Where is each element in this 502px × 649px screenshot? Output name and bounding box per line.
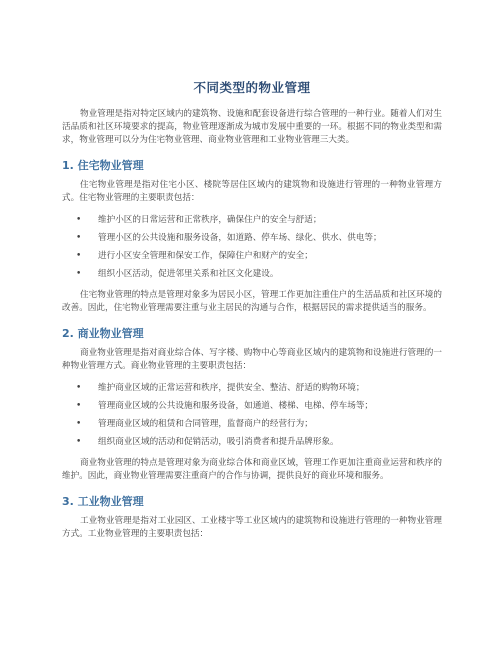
bullet-icon: • xyxy=(76,251,82,261)
list-item xyxy=(62,232,442,245)
bullet-icon: • xyxy=(76,401,82,411)
bullet-icon: • xyxy=(76,233,82,243)
list-item-text: 管理小区的公共设施和服务设备，如道路、停车场、绿化、供水、供电等； xyxy=(98,233,382,243)
bullet-icon: • xyxy=(76,215,82,225)
list-item xyxy=(62,400,442,413)
list-item xyxy=(62,436,442,449)
duty-list xyxy=(62,214,442,281)
list-item xyxy=(62,418,442,431)
section-paragraph: 商业物业管理是指对商业综合体、写字楼、购物中心等商业区域内的建筑物和设施进行管理的一种物业管理方式。商业物业管理的主要职责包括： xyxy=(62,348,442,371)
bullet-icon: • xyxy=(76,269,82,279)
list-item xyxy=(62,382,442,395)
list-item-text: 进行小区安全管理和保安工作，保障住户和财产的安全； xyxy=(98,251,313,261)
section-heading-residential: 1. 住宅物业管理 xyxy=(62,159,144,172)
list-item xyxy=(62,250,442,263)
list-item-text: 维护小区的日常运营和正常秩序，确保住户的安全与舒适； xyxy=(98,215,322,225)
duty-list xyxy=(62,382,442,449)
bullet-icon: • xyxy=(76,419,82,429)
list-item-text: 组织小区活动，促进邻里关系和社区文化建设。 xyxy=(98,269,279,279)
document-title: 不同类型的物业管理 xyxy=(193,80,311,95)
list-item xyxy=(62,268,442,281)
section-paragraph: 住宅物业管理是指对住宅小区、楼院等居住区域内的建筑物和设施进行管理的一种物业管理方式。住宅物业管理的主要职责包括： xyxy=(62,180,442,203)
section-heading-industrial: 3. 工业物业管理 xyxy=(62,495,144,508)
intro-paragraph: 物业管理是指对特定区域内的建筑物、设施和配套设备进行综合管理的一种行业。随着人们对生活品质和社区环境要求的提高，物业管理逐渐成为城市发展中重要的一环。根据不同的物业类型和需求，物业管理可以分为住宅物业管理、商业物业管理和工业物业管理三大类。 xyxy=(62,109,442,145)
list-item xyxy=(62,214,442,227)
bullet-icon: • xyxy=(76,383,82,393)
list-item-text: 管理商业区域的租赁和合同管理，监督商户的经营行为； xyxy=(98,419,313,429)
list-item-text: 组织商业区域的活动和促销活动，吸引消费者和提升品牌形象。 xyxy=(98,437,339,447)
section-paragraph: 商业物业管理的特点是管理对象为商业综合体和商业区域，管理工作更加注重商业运营和秩序的维护。因此，商业物业管理需要注重商户的合作与协调，提供良好的商业环境和服务。 xyxy=(62,458,442,481)
list-item-text: 管理商业区域的公共设施和服务设备，如通道、楼梯、电梯、停车场等； xyxy=(98,401,374,411)
section-paragraph: 工业物业管理是指对工业园区、工业楼宇等工业区域内的建筑物和设施进行管理的一种物业管理方式。工业物业管理的主要职责包括： xyxy=(62,516,442,539)
section-heading-commercial: 2. 商业物业管理 xyxy=(62,327,144,340)
bullet-icon: • xyxy=(76,437,82,447)
list-item-text: 维护商业区域的正常运营和秩序，提供安全、整洁、舒适的购物环境； xyxy=(98,383,365,393)
section-paragraph: 住宅物业管理的特点是管理对象多为居民小区，管理工作更加注重住户的生活品质和社区环境的改善。因此，住宅物业管理需要注重与业主居民的沟通与合作，根据居民的需求提供适当的服务。 xyxy=(62,290,442,313)
